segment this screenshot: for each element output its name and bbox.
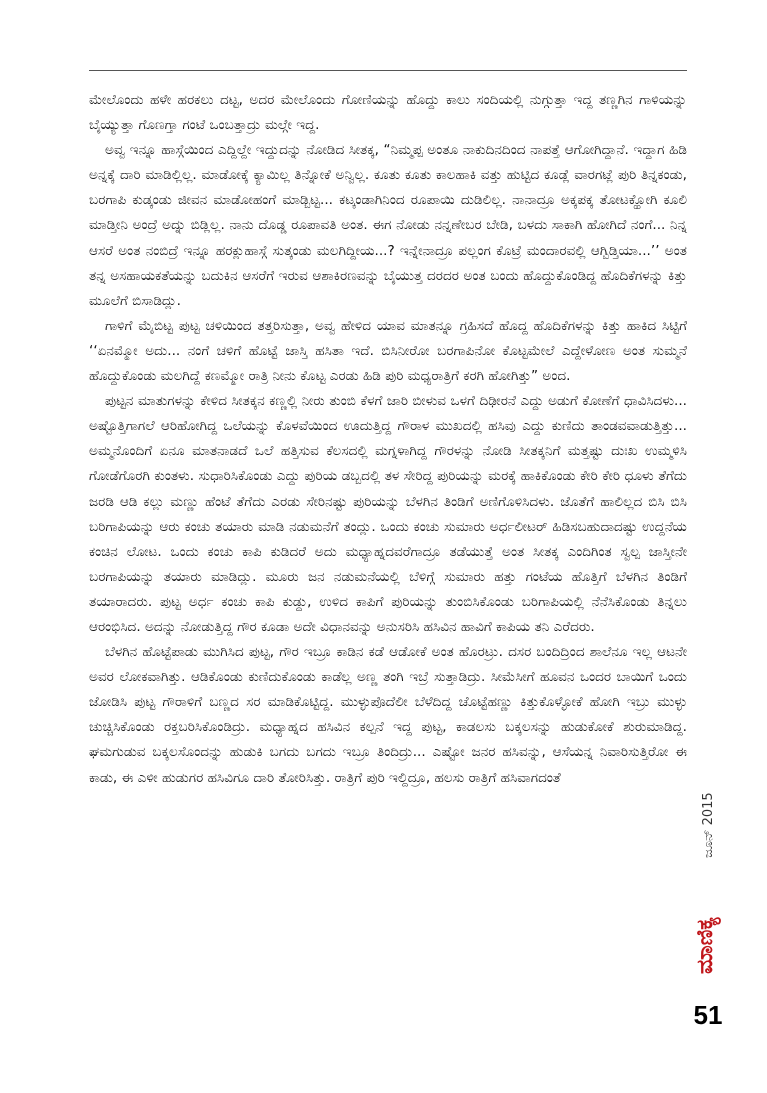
- issue-date: ಜೂನ್ 2015: [701, 792, 716, 858]
- paragraph-2: ಅವ್ವ ಇನ್ನೂ ಹಾಸ್ಗೆಯಿಂದ ಎದ್ದಿಲ್ದೇ ಇದ್ದುದನ್ನು ನೋಡಿದ ಸೀತಕ್ಕ, “ನಿಮ್ಮಪ್ಪ ಅಂತೂ ನಾಕುದಿನದಿಂದ ನಾಪತ್ತೆ ಆಗೋಗಿದ್ದಾನೆ. ಇದ್ದಾಗ ಹಿಡಿ ಅನ್ನಕ್ಕೆ ದಾರಿ ಮಾಡಿಲ್ಲಿಲ್ಲ. ಮಾಡೋಕ್ಕೆ ಕ್ಯಾಮಿಲ್ಲ ತಿನ್ನೋಕೆ ಅನ್ವಿಲ್ಲ. ಕೂತು ಕೂತು ಕಾಲಹಾಕಿ ವತ್ತು ಹುಟ್ಟಿದ ಕೂಡ್ಲೆ ವಾರಗಟ್ಲೆ ಪುರಿ ತಿನ್ನಕಂಡು, ಬರಗಾಪಿ ಕುಡ್ಕಂಡು ಜೀವನ ಮಾಡೋಹಂಗೆ ಮಾಡ್ಬಿಟ್ಟ... ಕಟ್ಕಂಡಾಗಿನಿಂದ ರೂಪಾಯಿ ದುಡಿಲಿಲ್ಲ. ನಾನಾದ್ರೂ ಅಕ್ಕಪಕ್ಕ ತೋಟಕ್ಹೋಗಿ ಕೂಲಿ ಮಾಡ್ತೀನಿ ಅಂದ್ರೆ ಅದ್ನು ಬಿಡ್ಲಿಲ್ಲ. ನಾನು ದೊಡ್ಡ ರೂಪಾವತಿ ಅಂತ. ಈಗ ನೋಡು ನನ್ನಣೇಬರ ಬೇಡಿ, ಬಳದು ಸಾಕಾಗಿ ಹೋಗಿದೆ ನಂಗೆ... ನಿನ್ನ ಆಸರೆ ಅಂತ ನಂಬಿದ್ರೆ ಇನ್ನೂ ಹರಕ್ಲುಹಾಸ್ಗೆ ಸುತ್ಕಂಡು ಮಲಗಿದ್ದೀಯ...? ಇನ್ನೇನಾದ್ರೂ ಪಲ್ಲಂಗ ಕೊಟ್ರೆ ಮಂದಾರವಲ್ಲಿ ಆಗ್ಬಿಡ್ತಿಯಾ...’’ ಅಂತ ತನ್ನ ಅಸಹಾಯಕತೆಯನ್ನು ಬದುಕಿನ ಆಸರೆಗೆ ಇರುವ ಆಶಾಕಿರಣವನ್ನು ಬೈಯುತ್ತ ದರದರ ಅಂತ ಬಂದು ಹೊದ್ದುಕೊಂಡಿದ್ದ ಹೊದಿಕೆಗಳನ್ನು ಕಿತ್ತು ಮೂಲೆಗೆ ಬಿಸಾಡಿದ್ಲು.: [89, 142, 687, 309]
- paragraph-4: ಪುಟ್ಟನ ಮಾತುಗಳನ್ನು ಕೇಳಿದ ಸೀತಕ್ಕನ ಕಣ್ಣಲ್ಲಿ ನೀರು ತುಂಬಿ ಕೆಳಗೆ ಜಾರಿ ಬೀಳುವ ಒಳಗೆ ದಿಢೀರನೆ ಎದ್ದು ಅಡುಗೆ ಕೋಣೆಗೆ ಧಾವಿಸಿದಳು... ಅಷ್ಟೊತ್ತಿಗಾಗಲೆ ಆರಿಹೋಗಿದ್ದ ಒಲೆಯನ್ನು ಕೊಳವೆಯಿಂದ ಊದುತ್ತಿದ್ದ ಗೌರಾಳ ಮುಖದಲ್ಲಿ ಹಸಿವು ಎದ್ದು ಕುಣಿದು ತಾಂಡವವಾಡುತ್ತಿತ್ತು... ಅಮ್ಮನೊಂದಿಗೆ ಏನೂ ಮಾತನಾಡದೆ ಒಲೆ ಹತ್ತಿಸುವ ಕೆಲಸದಲ್ಲಿ ಮಗ್ನಳಾಗಿದ್ದ ಗೌರಳನ್ನು ನೋಡಿ ಸೀತಕ್ಕನಿಗೆ ಮತ್ತಷ್ಟು ದುಃಖ ಉಮ್ಮಳಿಸಿ ಗೋಡೆಗೊರಗಿ ಕುಂತಳು. ಸುಧಾರಿಸಿಕೊಂಡು ಎದ್ದು ಪುರಿಯ ಡಬ್ಬದಲ್ಲಿ ತಳ ಸೇರಿದ್ದ ಪುರಿಯನ್ನು ಮರಕ್ಕೆ ಹಾಕಿಕೊಂಡು ಕೇರಿ ಕೇರಿ ಧೂಳು ತೆಗೆದು ಜರಡಿ ಆಡಿ ಕಲ್ಲು ಮಣ್ಣು ಹೆಂಟೆ ತೆಗೆದು ಎರಡು ಸೇರಿನಷ್ಟು ಪುರಿಯನ್ನು ಬೆಳಗಿನ ತಿಂಡಿಗೆ ಅಣಿಗೊಳಿಸಿದಳು. ಜೊತೆಗೆ ಹಾಲಿಲ್ಲದ ಬಿಸಿ ಬಿಸಿ ಬರಿಗಾಪಿಯನ್ನು ಆರು ಕಂಚು ತಯಾರು ಮಾಡಿ ನಡುಮನೆಗೆ ತಂದ್ಲು. ಒಂದು ಕಂಚು ಸುಮಾರು ಅರ್ಧಲೀಟರ್ ಹಿಡಿಸಬಹುದಾದಷ್ಟು ಉದ್ದನೆಯ ಕಂಚಿನ ಲೋಟ. ಒಂದು ಕಂಚು ಕಾಪಿ ಕುಡಿದರೆ ಅದು ಮಧ್ಯಾಹ್ನದವರೆಗಾದ್ರೂ ತಡೆಯುತ್ತೆ ಅಂತ ಸೀತಕ್ಕ ಎಂದಿಗಿಂತ ಸ್ವಲ್ಪ ಜಾಸ್ತೀನೇ ಬರಗಾಪಿಯನ್ನು ತಯಾರು ಮಾಡಿದ್ಲು. ಮೂರು ಜನ ನಡುಮನೆಯಲ್ಲಿ ಬೆಳಿಗ್ಗೆ ಸುಮಾರು ಹತ್ತು ಗಂಟೆಯ ಹೊತ್ತಿಗೆ ಬೆಳಗಿನ ತಿಂಡಿಗೆ ತಯಾರಾದರು. ಪುಟ್ಟ ಅರ್ಧ ಕಂಚು ಕಾಪಿ ಕುಡ್ದು, ಉಳಿದ ಕಾಪಿಗೆ ಪುರಿಯನ್ನು ತುಂಬಿಸಿಕೊಂಡು ಬರಿಗಾಪಿಯಲ್ಲಿ ನೆನೆಸಿಕೊಂಡು ತಿನ್ನಲು ಆರಂಭಿಸಿದ. ಅದನ್ನು ನೋಡುತ್ತಿದ್ದ ಗೌರ ಕೂಡಾ ಅದೇ ವಿಧಾನವನ್ನು ಅನುಸರಿಸಿ ಹಸಿವಿನ ಹಾವಿಗೆ ಕಾಪಿಯ ತನಿ ಎರೆದರು.: [89, 393, 687, 635]
- paragraph-3: ಗಾಳಿಗೆ ಮೈಬಿಟ್ಟ ಪುಟ್ಟ ಚಳಿಯಿಂದ ತತ್ತರಿಸುತ್ತಾ, ಅವ್ವ ಹೇಳಿದ ಯಾವ ಮಾತನ್ನೂ ಗ್ರಹಿಸದೆ ಹೊದ್ದ ಹೊದಿಕೆಗಳನ್ನು ಕಿತ್ತು ಹಾಕಿದ ಸಿಟ್ಟಿಗೆ ‘‘ಏನಮ್ಮೋ ಅದು... ನಂಗೆ ಚಳಿಗೆ ಹೊಟ್ಟೆ ಜಾಸ್ತಿ ಹಸಿತಾ ಇದೆ. ಬಿಸಿನೀರೋ ಬರಗಾಪಿನೋ ಕೊಟ್ಟಮೇಲೆ ಎದ್ದೇಳೋಣ ಅಂತ ಸುಮ್ಮನೆ ಹೊದ್ದುಕೊಂಡು ಮಲಗಿದ್ದೆ ಕಣಮ್ಮೋ ರಾತ್ರಿ ನೀನು ಕೊಟ್ಟ ಎರಡು ಹಿಡಿ ಪುರಿ ಮಧ್ಯರಾತ್ರಿಗೆ ಕರಗಿ ಹೋಗಿತ್ತು” ಅಂದ.: [89, 317, 687, 385]
- article-body: [89, 88, 687, 791]
- page-number: 51: [693, 1000, 723, 1030]
- paragraph-1: ಮೇಲೊಂದು ಹಳೇ ಹರಕಲು ದಟ್ಟ, ಅದರ ಮೇಲೊಂದು ಗೋಣಿಯನ್ನು ಹೊದ್ದು ಕಾಲು ಸಂದಿಯಲ್ಲಿ ನುಗ್ಗುತ್ತಾ ಇದ್ದ ತಣ್ಣಗಿನ ಗಾಳಿಯನ್ನು ಬೈಯ್ಯುತ್ತಾ ಗೊಣಗ್ತಾ ಗಂಟೆ ಒಂಬತ್ತಾದ್ರು ಮಲ್ಗೇ ಇದ್ದ.: [89, 92, 687, 134]
- magazine-logo: ಮಾಣಿಕ್ಯ: [693, 916, 718, 974]
- header-rule: [89, 70, 687, 71]
- paragraph-5: ಬೆಳಗಿನ ಹೊಟ್ಟೆಪಾಡು ಮುಗಿಸಿದ ಪುಟ್ಟ, ಗೌರ ಇಬ್ರೂ ಕಾಡಿನ ಕಡೆ ಆಡೋಕೆ ಅಂತ ಹೊರಟ್ರು. ದಸರ ಬಂದಿದ್ರಿಂದ ಶಾಲೆನೂ ಇಲ್ಲ ಆಟನೇ ಅವರ ಲೋಕವಾಗಿತ್ತು. ಆಡಿಕೊಂಡು ಕುಣಿದುಕೊಂಡು ಕಾಡೆಲ್ಲ ಅಣ್ಣ ತಂಗಿ ಇಬ್ರೆ ಸುತ್ತಾಡಿದ್ರು. ಸೀಮೆಸೀಗೆ ಹೂವನ ಒಂದರ ಬಾಯಿಗೆ ಒಂದು ಜೋಡಿಸಿ ಪುಟ್ಟ ಗೌರಾಳಿಗೆ ಬಣ್ಣದ ಸರ ಮಾಡಿಕೊಟ್ಟಿದ್ದ. ಮುಳ್ಳುಪೊದೆಲೀ ಬೆಳೆದಿದ್ದ ಚೊಟ್ಟೆಹಣ್ಣು ಕಿತ್ತುಕೊಳ್ಳೋಕೆ ಹೋಗಿ ಇಬ್ರು ಮುಳ್ಳು ಚುಚ್ಚಿಸಿಕೊಂಡು ರಕ್ತಬರಿಸಿಕೊಂಡಿದ್ರು. ಮಧ್ಯಾಹ್ನದ ಹಸಿವಿನ ಕಲ್ಪನೆ ಇದ್ದ ಪುಟ್ಟ, ಕಾಡಲಸು ಬಕ್ಕಲಸನ್ನು ಹುಡುಕೋಕೆ ಶುರುಮಾಡಿದ್ದ. ಘಮಗುಡುವ ಬಕ್ಕಲಸೊಂದನ್ನು ಹುಡುಕಿ ಬಗದು ಬಗದು ಇಬ್ರೂ ತಿಂದಿದ್ರು... ಎಷ್ಟೋ ಜನರ ಹಸಿವನ್ನು, ಆಸೆಯನ್ನ ನಿವಾರಿಸುತ್ತಿರೋ ಈ ಕಾಡು, ಈ ಎಳೀ ಹುಡುಗರ ಹಸಿವಿಗೂ ದಾರಿ ತೋರಿಸಿತ್ತು. ರಾತ್ರಿಗೆ ಪುರಿ ಇಲ್ದಿದ್ರೂ, ಹಲಸು ರಾತ್ರಿಗೆ ಹಸಿವಾಗದಂತೆ: [89, 644, 687, 786]
